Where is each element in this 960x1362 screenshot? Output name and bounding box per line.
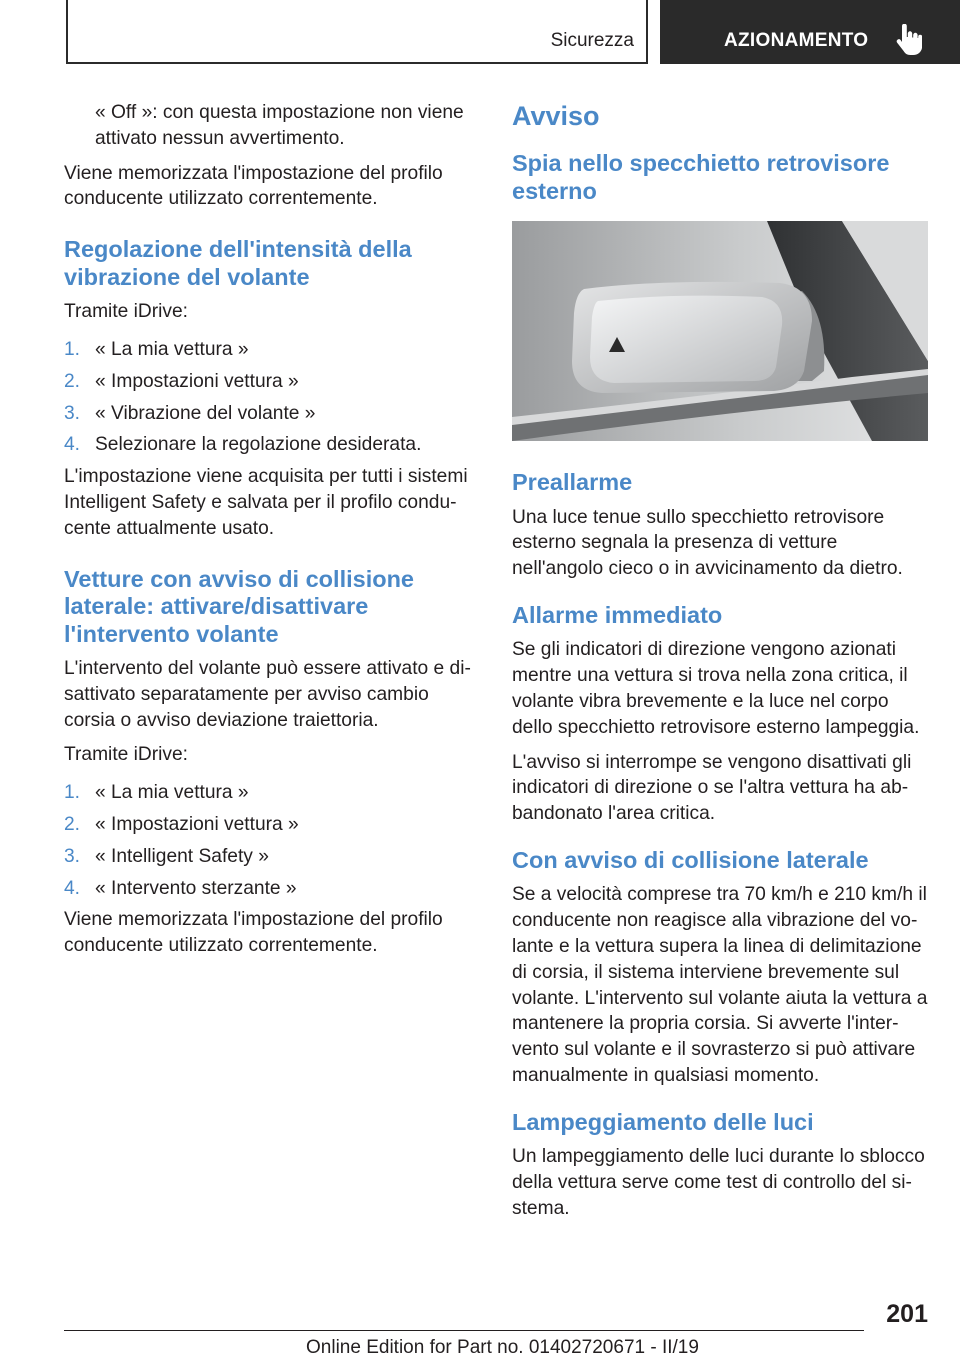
paragraph-memorized-2: Viene memorizzata l'impostazione del profilo conducente utilizzato correntemente. (64, 909, 443, 957)
step-number: 2. (64, 814, 81, 836)
paragraph-prealarm: Una luce tenue sullo specchietto retrovisore esterno segnala la presenza di vetture nell'angolo cieco o in avvicinamento da dietro. (512, 506, 903, 580)
heading-lateral-collision: Vetture con avviso di collisione laterale: attivare/disattivare l'intervento volante (64, 565, 414, 647)
heading-with-collision-warning: Con avviso di collisione laterale (512, 846, 869, 873)
list-item (64, 812, 482, 838)
paragraph-idrive-2: Tramite iDrive: (64, 744, 189, 766)
right-column (512, 100, 930, 1231)
header-section-title: Sicurezza (550, 30, 634, 51)
heading-prealarm: Preallarme (512, 469, 633, 495)
list-item (64, 369, 482, 395)
step-number: 3. (64, 402, 81, 424)
step-number: 3. (64, 845, 81, 867)
left-column (64, 100, 482, 968)
list-item (64, 432, 482, 458)
paragraph-acquired: L'impostazione viene acquisita per tutti i sistemi Intelligent Safety e salvata per il profilo conducente attualmente usato. (64, 466, 468, 539)
paragraph-immediate-alarm: Se gli indicatori di direzione vengono azionati mentre una vettura si trova nella zona critica, il volante vibra brevemente e la luce nel corpo dello specchietto retrovisore esterno lampeggia. (512, 639, 920, 738)
header-chapter-box (660, 0, 960, 64)
step-text: « Vibrazione del volante » (95, 402, 316, 424)
heading-mirror-light: Spia nello specchietto retrovisore esterno (512, 150, 890, 204)
step-text: « Impostazioni vettura » (95, 370, 299, 392)
steps-list-1 (64, 337, 482, 458)
footer-divider (64, 1330, 864, 1331)
side-mirror-illustration (512, 221, 928, 441)
list-item (64, 876, 482, 902)
step-number: 1. (64, 338, 81, 360)
paragraph-idrive-1: Tramite iDrive: (64, 301, 189, 323)
list-item (64, 844, 482, 870)
step-number: 1. (64, 782, 81, 804)
step-text: « Impostazioni vettura » (95, 814, 299, 836)
step-text: « Intervento sterzante » (95, 877, 297, 899)
step-text: « Intelligent Safety » (95, 845, 269, 867)
list-item (64, 337, 482, 363)
steps-list-2 (64, 780, 482, 901)
heading-light-flashing: Lampeggiamento delle luci (512, 1108, 814, 1135)
footer-edition: Online Edition for Part no. 01402720671 - II/19 (306, 1337, 699, 1358)
paragraph-intervention: L'intervento del volante può essere attivato e disattivato separatamente per avviso cambio corsia o avviso deviazione traiettoria. (64, 658, 471, 731)
header-section-box (66, 0, 648, 64)
page-number: 201 (886, 1300, 928, 1328)
heading-immediate-alarm: Allarme immediato (512, 601, 723, 628)
paragraph-warning-stops: L'avviso si interrompe se vengono disattivati gli indicatori di direzione o se l'altra vettura ha abbandonato l'area critica. (512, 751, 912, 825)
step-number: 4. (64, 434, 81, 456)
step-number: 2. (64, 370, 81, 392)
list-item (64, 401, 482, 427)
step-text: « La mia vettura » (95, 782, 249, 804)
header-chapter-title: AZIONAMENTO (724, 30, 869, 51)
heading-vibration-intensity: Regolazione dell'intensità della vibrazione del volante (64, 236, 412, 290)
step-text: « La mia vettura » (95, 338, 249, 360)
step-number: 4. (64, 877, 81, 899)
heading-avviso: Avviso (512, 101, 600, 131)
paragraph-light-flashing: Un lampeggiamento delle luci durante lo sblocco della vettura serve come test di controllo del sistema. (512, 1146, 925, 1219)
list-item (64, 780, 482, 806)
paragraph-memorized-1: Viene memorizzata l'impostazione del profilo conducente utilizzato correntemente. (64, 162, 443, 210)
paragraph-with-collision-warning: Se a velocità comprese tra 70 km/h e 210 km/h il conducente non reagisce alla vibrazione del volante e la vettura supera la linea di delimitazione di corsia, il sistema interviene brevemente sul volante. L'intervento sul volante aiuta la vettura a mantenere la propria corsia. Si avverte l'intervento sul volante e il sovrasterzo si può attivare manualmente in qualsiasi momento. (512, 884, 928, 1087)
step-text: Selezionare la regolazione desiderata. (95, 434, 422, 456)
pointing-hand-icon (896, 24, 922, 56)
paragraph-off-setting: « Off »: con questa impostazione non viene attivato nessun avvertimento. (95, 102, 464, 149)
